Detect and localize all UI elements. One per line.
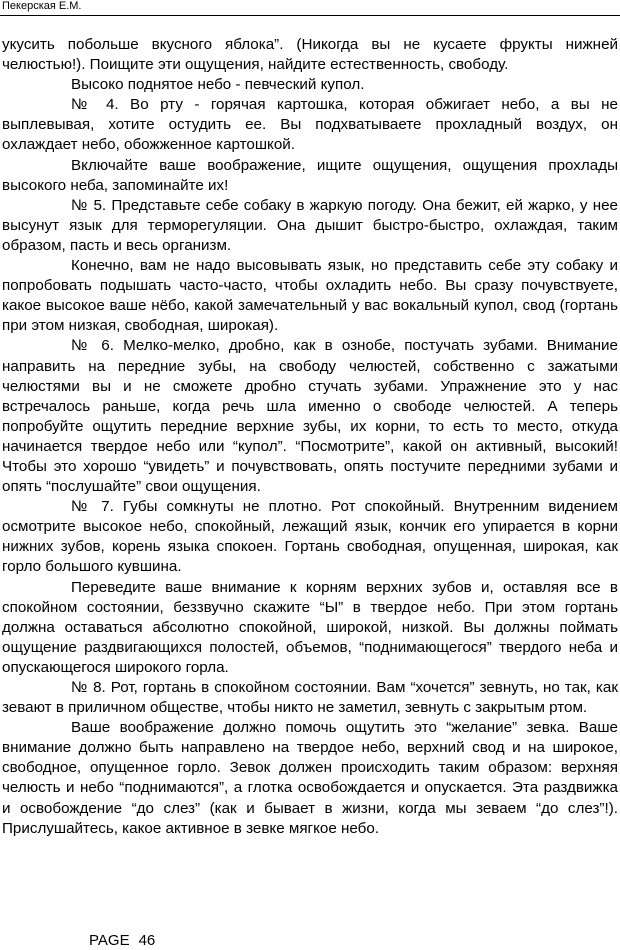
body-paragraph: № 7. Губы сомкнуты не плотно. Рот спокойный. Внутренним видением осмотрите высокое небо, спокойный, лежащий язык, кончик его упирается в корни нижних зубов, корень языка спокоен. Гортань свободная, опущенная, широкая, как горло большого кувшина.: [2, 498, 618, 576]
page-label: PAGE: [89, 932, 130, 949]
body-paragraph: № 5. Представьте себе собаку в жаркую погоду. Она бежит, ей жарко, у нее высунут язык для терморегуляции. Она дышит быстро-быстро, охлаждая, таким образом, пасть и весь организм.: [2, 196, 618, 254]
body-paragraph: № 8. Рот, гортань в спокойном состоянии. Вам “хочется” зевнуть, но так, как зевают в приличном обществе, чтобы никто не заметил, зевнуть с закрытым ртом.: [2, 679, 618, 717]
page-header: [0, 0, 620, 16]
body-paragraph: Конечно, вам не надо высовывать язык, но представить себе эту собаку и попробовать подышать часто-часто, чтобы охладить небо. Вы сразу почувствуете, какое высокое ваше нёбо, какой замечательный у вас вокальный купол, свод (гортань при этом низкая, свободная, широкая).: [2, 257, 618, 335]
page-footer: [89, 932, 155, 950]
body-paragraph: Высоко поднятое небо - певческий купол.: [71, 76, 365, 94]
body-paragraph: Ваше воображение должно помочь ощутить это “желание” зевка. Ваше внимание должно быть направлено на твердое небо, верхний свод и на широкое, свободное, опущенное горло. Зевок должен происходить таким образом: верхняя челюсть и небо “поднимаются”, а глотка освобождается и опускается. Эта раздвижка и освобождение “до слез” (как и бывает в жизни, когда мы зеваем “до слез”!). Прислушайтесь, какое активное в зевке мягкое небо.: [2, 719, 618, 837]
page-number: 46: [138, 932, 156, 949]
body-paragraph: № 6. Мелко-мелко, дробно, как в ознобе, постучать зубами. Внимание направить на передние зубы, на свободу челюстей, собственно с зажатыми челюстями вы и не сможете дробно стучать зубами. Упражнение это у нас встречалось раньше, когда речь шла именно о свободе челюстей. А теперь попробуйте ощутить передние верхние зубы, их корни, то есть то место, откуда начинается твердое небо или “купол”. “Посмотрите”, какой он активный, высокий! Чтобы это хорошо “увидеть” и почувствовать, опять постучите передними зубами и опять “послушайте” свои ощущения.: [2, 337, 618, 496]
page-body: [2, 35, 618, 839]
body-paragraph: Переведите ваше внимание к корням верхних зубов и, оставляя все в спокойном состоянии, беззвучно скажите “Ы” в твердое небо. При этом гортань должна оставаться абсолютно спокойной, широкой, низкой. Вы должны поймать ощущение раздвигающихся полостей, объемов, “поднимающегося” твердого неба и опускающегося широкого горла.: [2, 578, 618, 676]
body-paragraph: укусить побольше вкусного яблока”. (Никогда вы не кусаете фрукты нижней челюстью!). Поищите эти ощущения, найдите естественность, свободу.: [2, 36, 618, 74]
header-author: Пекерская Е.М.: [2, 0, 82, 12]
body-paragraph: Включайте ваше воображение, ищите ощущения, ощущения прохлады высокого неба, запоминайте их!: [2, 156, 618, 194]
body-paragraph: № 4. Во рту - горячая картошка, которая обжигает небо, а вы не выплевывая, хотите остудить ее. Вы подхватываете прохладный воздух, он охлаждает небо, обожженное картошкой.: [2, 96, 618, 154]
